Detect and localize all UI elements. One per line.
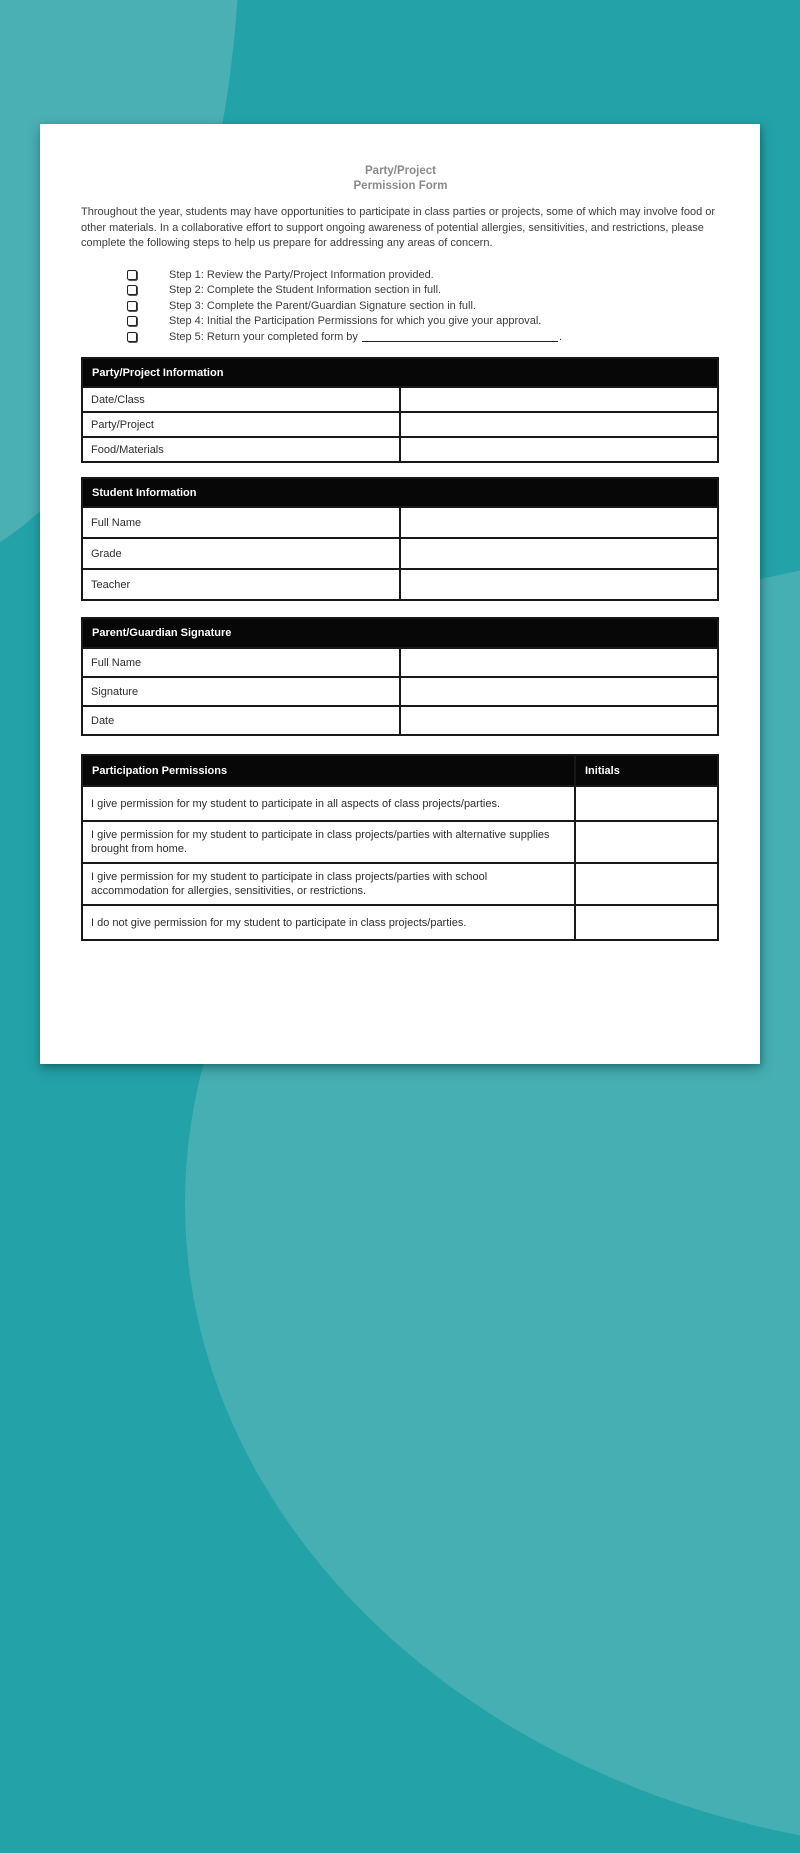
- step-item-2: [127, 283, 720, 299]
- permission-row: [82, 821, 718, 863]
- step-text: Step 1: Review the Party/Project Information provided.: [169, 268, 434, 281]
- row-label-date: Date: [82, 706, 400, 735]
- food-materials-value-field[interactable]: [400, 437, 718, 462]
- page-title-line1: Party/Project: [365, 165, 436, 177]
- step-text: Step 3: Complete the Parent/Guardian Signature section in full.: [169, 299, 476, 312]
- permission-statement: I do not give permission for my student to participate in class projects/parties.: [82, 905, 575, 940]
- signature-date-value-field[interactable]: [400, 706, 718, 735]
- grade-value-field[interactable]: [400, 538, 718, 569]
- table-row: [82, 706, 718, 735]
- permission-statement: I give permission for my student to participate in all aspects of class projects/parties.: [82, 786, 575, 821]
- step-text-prefix: Step 5: Return your completed form by: [169, 330, 358, 343]
- student-information-table: [81, 477, 719, 601]
- row-label-signature: Signature: [82, 677, 400, 706]
- teacher-value-field[interactable]: [400, 569, 718, 600]
- table-row: [82, 437, 718, 462]
- participation-permissions-header: Participation Permissions: [82, 755, 575, 786]
- permission-row: [82, 905, 718, 940]
- steps-list: [81, 268, 720, 346]
- step-text-suffix: .: [558, 330, 562, 343]
- table-header-row: [82, 478, 718, 507]
- initials-column-header: Initials: [575, 755, 718, 786]
- permission-row: [82, 863, 718, 905]
- row-label-food-materials: Food/Materials: [82, 437, 400, 462]
- parent-guardian-signature-header: Parent/Guardian Signature: [82, 618, 718, 648]
- permission-form-page: [40, 124, 760, 1064]
- step-text: Step 4: Initial the Participation Permissions for which you give your approval.: [169, 315, 542, 327]
- step-item-3: [127, 299, 720, 315]
- table-row: [82, 387, 718, 412]
- permission-statement: I give permission for my student to participate in class projects/parties with alternative supplies brought from home.: [82, 821, 575, 863]
- student-full-name-value-field[interactable]: [400, 507, 718, 538]
- checkbox-icon: [127, 332, 137, 342]
- permission-row: [82, 786, 718, 821]
- student-information-header: Student Information: [82, 478, 718, 507]
- checkbox-icon: [127, 316, 137, 326]
- step-text: Step 2: Complete the Student Information section in full.: [169, 284, 442, 296]
- parent-guardian-signature-table: [81, 617, 719, 736]
- page-title-line2: Permission Form: [353, 180, 448, 192]
- row-label-full-name: Full Name: [82, 648, 400, 677]
- permission-statement: I give permission for my student to participate in class projects/parties with school accommodation for allergies, sensitivities, or restrictions.: [82, 863, 575, 905]
- table-header-row: [82, 618, 718, 648]
- table-row: [82, 507, 718, 538]
- participation-permissions-table: [81, 754, 719, 941]
- table-row: [82, 677, 718, 706]
- initials-field[interactable]: [575, 821, 718, 863]
- signature-value-field[interactable]: [400, 677, 718, 706]
- initials-field[interactable]: [575, 863, 718, 905]
- row-label-teacher: Teacher: [82, 569, 400, 600]
- step-item-4: [127, 314, 720, 330]
- step-item-1: [127, 268, 720, 284]
- page-title: [81, 164, 720, 194]
- step-text: [169, 330, 562, 346]
- initials-field[interactable]: [575, 905, 718, 940]
- step-item-5: [127, 330, 720, 346]
- table-row: [82, 538, 718, 569]
- party-project-value-field[interactable]: [400, 412, 718, 437]
- table-row: [82, 412, 718, 437]
- parent-full-name-value-field[interactable]: [400, 648, 718, 677]
- intro-paragraph: Throughout the year, students may have opportunities to participate in class parties or projects, some of which may involve food or other materials. In a collaborative effort to support ongoing awareness of potential allergies, sensitivities, and restrictions, please complete the following steps to help us prepare for addressing any areas of concern.: [81, 206, 716, 249]
- row-label-date-class: Date/Class: [82, 387, 400, 412]
- checkbox-icon: [127, 285, 137, 295]
- table-row: [82, 569, 718, 600]
- initials-field[interactable]: [575, 786, 718, 821]
- row-label-grade: Grade: [82, 538, 400, 569]
- table-row: [82, 648, 718, 677]
- table-header-row: [82, 358, 718, 387]
- due-date-blank-field[interactable]: [362, 340, 558, 342]
- party-project-information-table: [81, 357, 719, 463]
- party-project-information-header: Party/Project Information: [82, 358, 718, 387]
- table-header-row: [82, 755, 718, 786]
- checkbox-icon: [127, 270, 137, 280]
- row-label-full-name: Full Name: [82, 507, 400, 538]
- checkbox-icon: [127, 301, 137, 311]
- row-label-party-project: Party/Project: [82, 412, 400, 437]
- date-class-value-field[interactable]: [400, 387, 718, 412]
